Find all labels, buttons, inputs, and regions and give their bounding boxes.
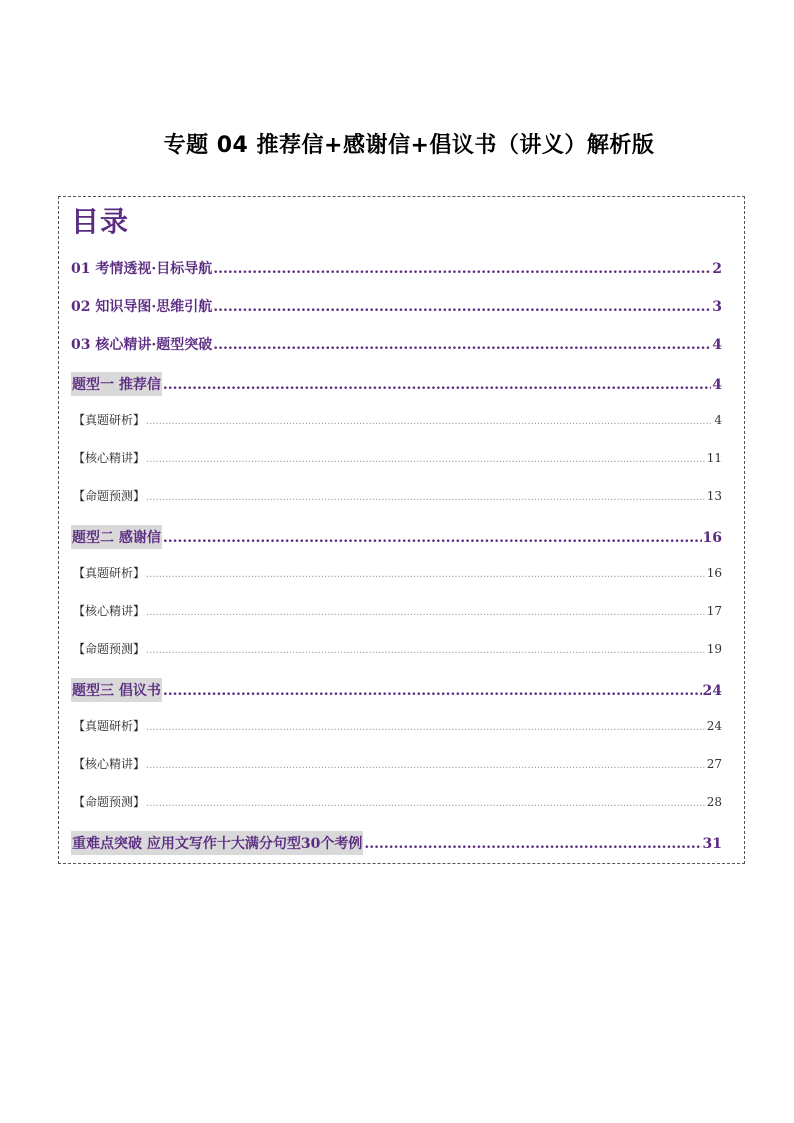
dot-leader [146, 722, 706, 732]
toc-subentry[interactable]: 【命题预测】 ..... 28 [71, 793, 722, 810]
dot-leader [146, 492, 706, 502]
dot-leader [163, 683, 702, 697]
toc-subentry[interactable]: 【核心精讲】 ..... 17 [71, 602, 722, 619]
dot-leader [146, 798, 706, 808]
toc-subentry[interactable]: 【命题预测】 ..... 13 [71, 487, 722, 504]
dot-leader [146, 607, 706, 617]
dot-leader [213, 261, 711, 275]
toc-subentry[interactable]: 【真题研析】 ..... 24 [71, 717, 722, 734]
toc-entry-exam-overview[interactable]: 01 考情透视·目标导航 ..... 2 [71, 258, 722, 278]
toc-entry-core-lecture[interactable]: 03 核心精讲·题型突破 ..... 4 [71, 334, 722, 354]
toc-entry-knowledge-map[interactable]: 02 知识导图·思维引航 ..... 3 [71, 296, 722, 316]
toc-entry-type-3[interactable]: 题型三 倡议书 ..... 24 [71, 678, 722, 702]
dot-leader [213, 299, 711, 313]
toc-subentry[interactable]: 【真题研析】 ..... 4 [71, 411, 722, 428]
dot-leader [146, 454, 706, 464]
dot-leader [364, 836, 701, 850]
dot-leader [163, 377, 711, 391]
toc-subentry[interactable]: 【真题研析】 ..... 16 [71, 564, 722, 581]
dot-leader [146, 416, 713, 426]
dot-leader [163, 530, 702, 544]
toc-entry-type-1[interactable]: 题型一 推荐信 ..... 4 [71, 372, 722, 396]
dot-leader [146, 569, 706, 579]
document-title: 专题 04 推荐信+感谢信+倡议书（讲义）解析版 [163, 133, 655, 158]
toc-subentry[interactable]: 【核心精讲】 ..... 27 [71, 755, 722, 772]
dot-leader [146, 760, 706, 770]
toc-entry-key-breakthrough[interactable]: 重难点突破 应用文写作十大满分句型30个考例 ..... 31 [71, 831, 722, 855]
toc-entry-type-2[interactable]: 题型二 感谢信 ..... 16 [71, 525, 722, 549]
dot-leader [213, 337, 711, 351]
toc-subentry[interactable]: 【命题预测】 ..... 19 [71, 640, 722, 657]
toc-heading: 目录 [71, 205, 130, 238]
dot-leader [146, 645, 706, 655]
toc-subentry[interactable]: 【核心精讲】 ..... 11 [71, 449, 722, 466]
